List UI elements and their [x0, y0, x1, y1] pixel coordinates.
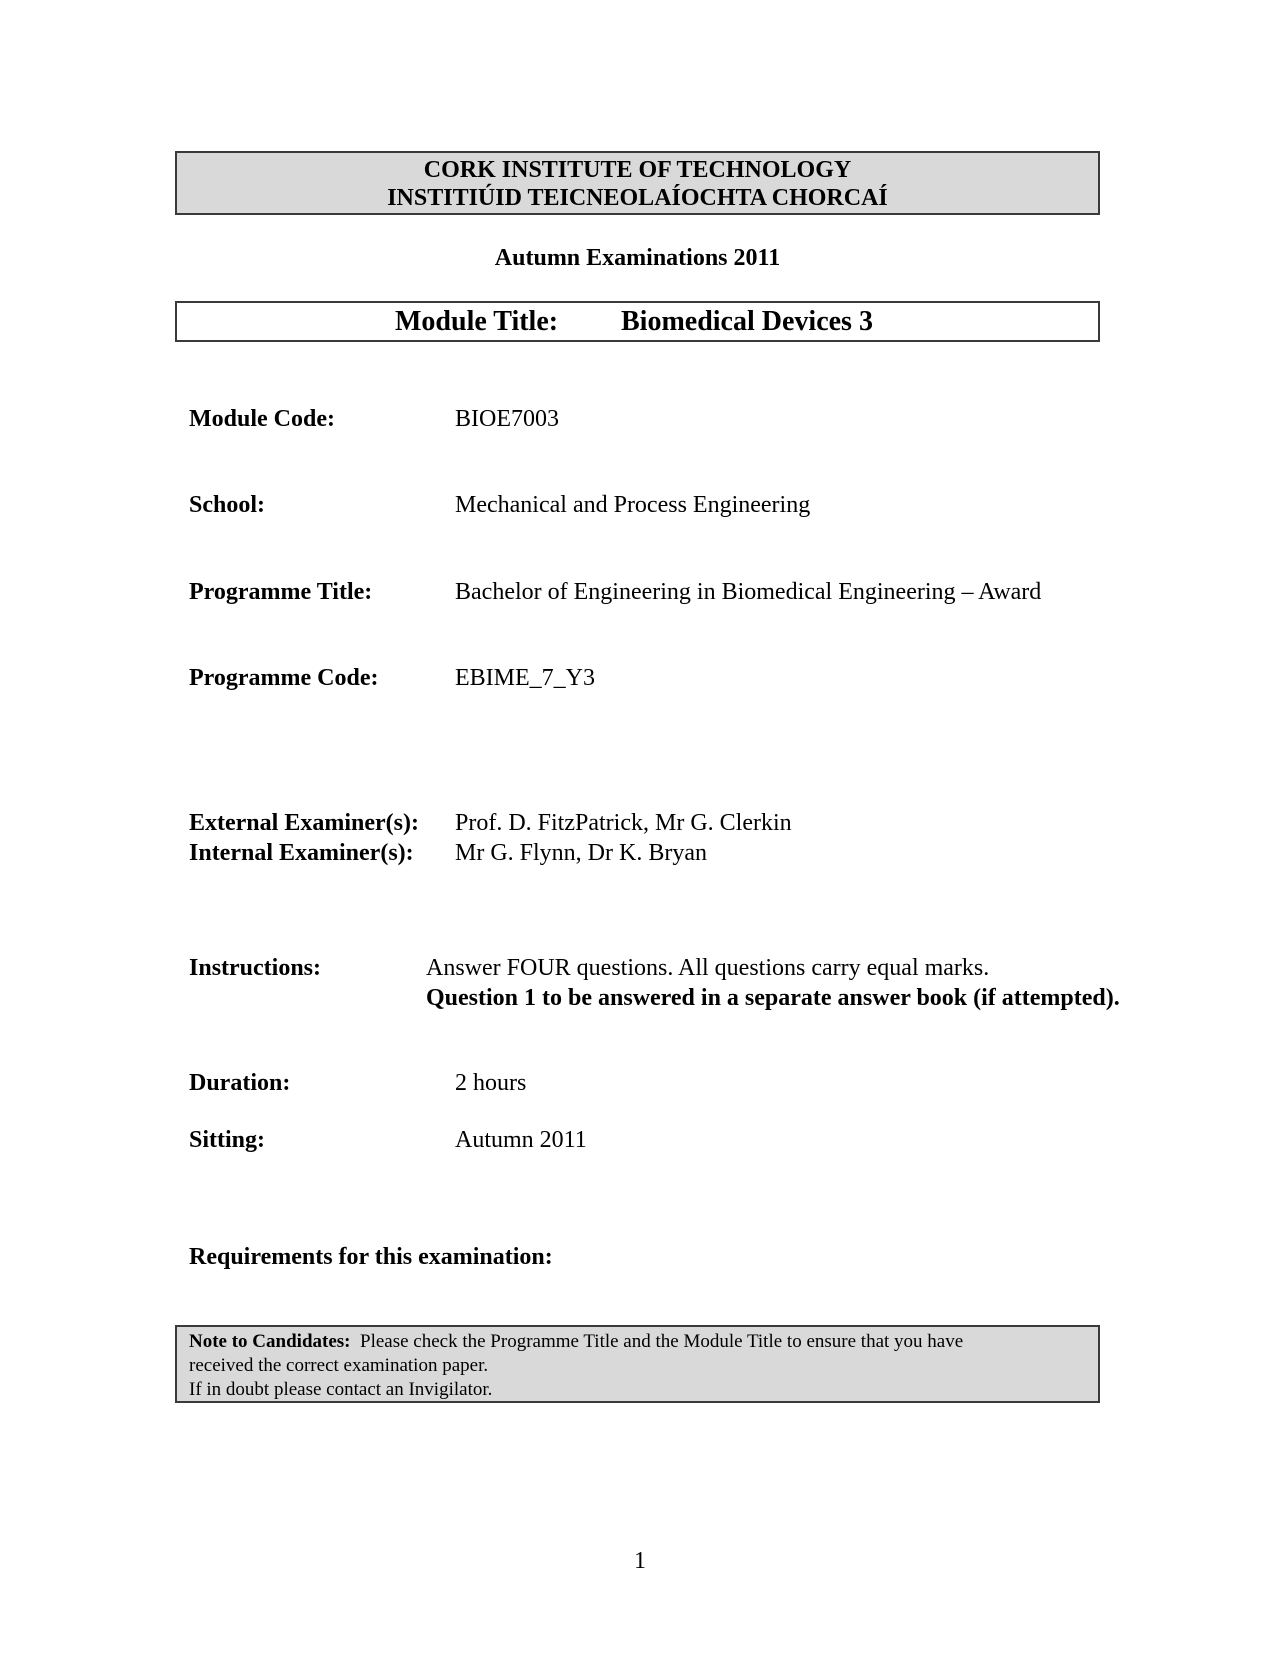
internal-examiners-value: Mr G. Flynn, Dr K. Bryan — [455, 840, 707, 866]
note-line-2: received the correct examination paper. — [189, 1355, 489, 1376]
programme-title-value: Bachelor of Engineering in Biomedical Engineering – Award — [455, 579, 1042, 605]
institution-name-english: CORK INSTITUTE OF TECHNOLOGY — [423, 157, 852, 183]
module-code-label: Module Code: — [189, 406, 335, 432]
note-to-candidates-box — [175, 1325, 1100, 1403]
school-value: Mechanical and Process Engineering — [455, 492, 811, 518]
programme-title-label: Programme Title: — [189, 579, 373, 605]
school-label: School: — [189, 492, 266, 518]
programme-code-value: EBIME_7_Y3 — [455, 665, 595, 691]
exam-session-title: Autumn Examinations 2011 — [494, 245, 781, 271]
instructions-line-1: Answer FOUR questions. All questions carry equal marks. — [426, 955, 990, 981]
institution-name-irish: INSTITIÚID TEICNEOLAÍOCHTA CHORCAÍ — [387, 185, 888, 211]
programme-code-label: Programme Code: — [189, 665, 379, 691]
sitting-value: Autumn 2011 — [455, 1127, 587, 1153]
instructions-line-2: Question 1 to be answered in a separate answer book (if attempted). — [426, 985, 1120, 1011]
module-code-value: BIOE7003 — [455, 406, 559, 432]
module-title-box — [175, 301, 1100, 342]
sitting-label: Sitting: — [189, 1127, 266, 1153]
duration-label: Duration: — [189, 1070, 291, 1096]
external-examiners-value: Prof. D. FitzPatrick, Mr G. Clerkin — [455, 810, 792, 836]
duration-value: 2 hours — [455, 1070, 527, 1096]
page-number: 1 — [634, 1548, 646, 1574]
external-examiners-label: External Examiner(s): — [189, 810, 419, 836]
requirements-heading: Requirements for this examination: — [189, 1244, 553, 1270]
note-line-3: If in doubt please contact an Invigilator. — [189, 1379, 493, 1400]
module-title-label: Module Title: — [395, 306, 559, 337]
note-line-1-text: Please check the Programme Title and the Module Title to ensure that you have — [360, 1331, 964, 1352]
instructions-label: Instructions: — [189, 955, 322, 981]
institution-header — [175, 151, 1100, 215]
note-label: Note to Candidates: — [189, 1331, 351, 1352]
module-title-value: Biomedical Devices 3 — [621, 306, 873, 337]
internal-examiners-label: Internal Examiner(s): — [189, 840, 414, 866]
note-line-1 — [189, 1330, 1086, 1354]
